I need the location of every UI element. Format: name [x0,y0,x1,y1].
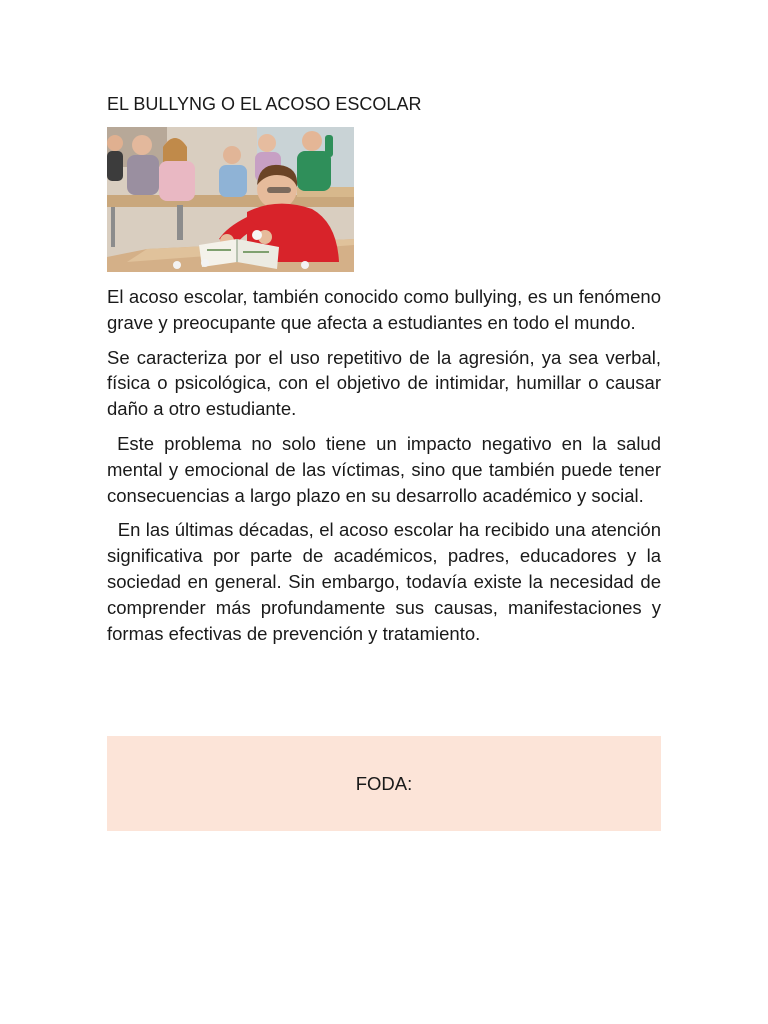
foda-box [107,736,661,831]
paragraph-3: Este problema no solo tiene un impacto negativo en la salud mental y emocional de las víctimas, sino que también puede tener consecuencias a largo plazo en su desarrollo académico y social. [107,432,667,506]
body-text [107,284,667,655]
paragraph-4: En las últimas décadas, el acoso escolar ha recibido una atención significativa por parte de académicos, padres, educadores y la sociedad en general. Sin embargo, todavía existe la necesidad de comprender más profundamente sus causas, manifestaciones y formas efectivas de prevención y tratamiento. [107,519,667,644]
classroom-photo [107,127,354,272]
classroom-illustration [107,127,354,272]
paragraph-2: Se caracteriza por el uso repetitivo de la agresión, ya sea verbal, física o psicológica, con el objetivo de intimidar, humillar o causar daño a otro estudiante. [107,346,661,420]
document-title: EL BULLYNG O EL ACOSO ESCOLAR [107,94,422,114]
paragraph-1: El acoso escolar, también conocido como bullying, es un fenómeno grave y preocupante que afecta a estudiantes en todo el mundo. [107,286,661,333]
foda-label: FODA: [355,772,413,794]
